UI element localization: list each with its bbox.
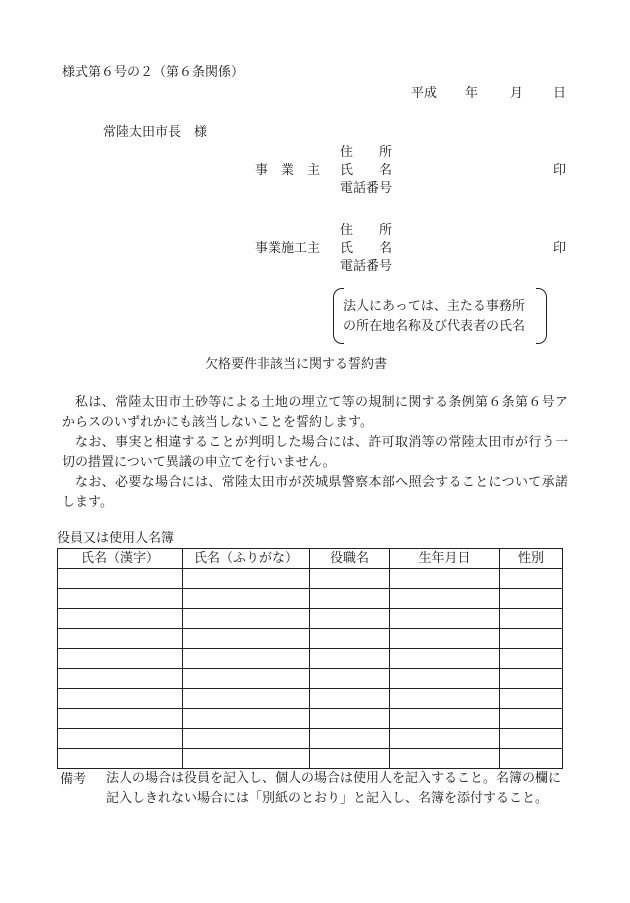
cell-name-kanji[interactable] (58, 589, 183, 609)
paragraph-no-objection: なお、事実と相違することが判明した場合には、許可取消等の常陸太田市が行う一切の措置について異議の申立てを行いません。 (62, 435, 568, 470)
business-owner-name-label: 氏 名 (340, 163, 393, 178)
cell-sex[interactable] (500, 689, 563, 709)
cell-birthdate[interactable] (390, 669, 500, 689)
table-row (58, 609, 563, 629)
cell-name-kanji[interactable] (58, 709, 183, 729)
cell-sex[interactable] (500, 629, 563, 649)
cell-name-kanji[interactable] (58, 669, 183, 689)
date-day: 日 (553, 86, 567, 101)
cell-name-kanji[interactable] (58, 609, 183, 629)
corporate-note-line2: の所在地名称及び代表者の氏名 (343, 319, 526, 334)
cell-position[interactable] (310, 609, 390, 629)
paragraph-pledge: 私は、常陸太田市土砂等による土地の埋立て等の規制に関する条例第６条第６号アからスのいずれかにも該当しないことを誓約します。 (62, 395, 568, 430)
table-row (58, 729, 563, 749)
cell-birthdate[interactable] (390, 749, 500, 769)
cell-name-kanji[interactable] (58, 649, 183, 669)
remarks-label: 備考 (60, 772, 87, 787)
business-owner-seal: 印 (553, 163, 567, 178)
cell-name-furigana[interactable] (183, 749, 310, 769)
table-row (58, 629, 563, 649)
table-row (58, 589, 563, 609)
table-row (58, 749, 563, 769)
table-row (58, 649, 563, 669)
form-number: 様式第６号の２（第６条関係） (62, 65, 245, 80)
roster-table (57, 548, 563, 769)
table-row (58, 709, 563, 729)
corporate-note (333, 288, 547, 342)
cell-sex[interactable] (500, 589, 563, 609)
cell-name-kanji[interactable] (58, 689, 183, 709)
remarks-text: 法人の場合は役員を記入し、個人の場合は使用人を記入すること。名簿の欄に記入しきれない場合には「別紙のとおり」と記入し、名簿を添付すること。 (106, 771, 562, 806)
cell-name-furigana[interactable] (183, 629, 310, 649)
business-owner-address-label: 住 所 (340, 145, 393, 160)
cell-position[interactable] (310, 649, 390, 669)
cell-birthdate[interactable] (390, 629, 500, 649)
date-year: 年 (465, 86, 479, 101)
cell-sex[interactable] (500, 669, 563, 689)
cell-name-furigana[interactable] (183, 689, 310, 709)
cell-name-furigana[interactable] (183, 649, 310, 669)
construction-owner-address-label: 住 所 (340, 223, 393, 238)
cell-position[interactable] (310, 749, 390, 769)
bracket-left (333, 288, 344, 344)
cell-birthdate[interactable] (390, 609, 500, 629)
cell-name-kanji[interactable] (58, 749, 183, 769)
construction-owner-seal: 印 (553, 241, 567, 256)
construction-owner-phone-label: 電話番号 (340, 259, 393, 274)
date-era: 平成 (411, 86, 438, 101)
cell-name-furigana[interactable] (183, 729, 310, 749)
cell-name-furigana[interactable] (183, 589, 310, 609)
cell-birthdate[interactable] (390, 709, 500, 729)
table-row (58, 689, 563, 709)
cell-sex[interactable] (500, 569, 563, 589)
cell-birthdate[interactable] (390, 569, 500, 589)
cell-position[interactable] (310, 629, 390, 649)
cell-name-kanji[interactable] (58, 569, 183, 589)
table-row (58, 569, 563, 589)
roster-caption: 役員又は使用人名簿 (57, 531, 175, 546)
cell-position[interactable] (310, 709, 390, 729)
header-position: 役職名 (310, 549, 390, 569)
cell-name-furigana[interactable] (183, 709, 310, 729)
cell-birthdate[interactable] (390, 729, 500, 749)
construction-owner-name-label: 氏 名 (340, 241, 393, 256)
cell-sex[interactable] (500, 609, 563, 629)
cell-name-kanji[interactable] (58, 729, 183, 749)
business-owner-phone-label: 電話番号 (340, 181, 393, 196)
table-row (58, 669, 563, 689)
header-name-kanji: 氏名（漢字） (58, 549, 183, 569)
cell-position[interactable] (310, 689, 390, 709)
cell-sex[interactable] (500, 749, 563, 769)
document-title: 欠格要件非該当に関する誓約書 (205, 357, 388, 372)
cell-sex[interactable] (500, 729, 563, 749)
cell-position[interactable] (310, 569, 390, 589)
paragraph-police-inquiry: なお、必要な場合には、常陸太田市が茨城県警察本部へ照会することについて承諾します。 (62, 475, 568, 510)
cell-birthdate[interactable] (390, 649, 500, 669)
header-birthdate: 生年月日 (390, 549, 500, 569)
cell-position[interactable] (310, 589, 390, 609)
header-sex: 性別 (500, 549, 563, 569)
header-name-furigana: 氏名（ふりがな） (183, 549, 310, 569)
construction-owner-title: 事業施工主 (255, 241, 321, 256)
roster-header-row (58, 549, 563, 569)
cell-name-furigana[interactable] (183, 669, 310, 689)
bracket-right (536, 288, 547, 344)
cell-position[interactable] (310, 729, 390, 749)
cell-position[interactable] (310, 669, 390, 689)
corporate-note-line1: 法人にあっては、主たる事務所 (343, 299, 525, 314)
cell-sex[interactable] (500, 649, 563, 669)
addressee: 常陸太田市長 様 (103, 125, 208, 140)
cell-sex[interactable] (500, 709, 563, 729)
cell-name-furigana[interactable] (183, 609, 310, 629)
cell-birthdate[interactable] (390, 689, 500, 709)
business-owner-title: 事 業 主 (255, 163, 321, 178)
cell-birthdate[interactable] (390, 589, 500, 609)
date-month: 月 (510, 86, 524, 101)
cell-name-kanji[interactable] (58, 629, 183, 649)
cell-name-furigana[interactable] (183, 569, 310, 589)
